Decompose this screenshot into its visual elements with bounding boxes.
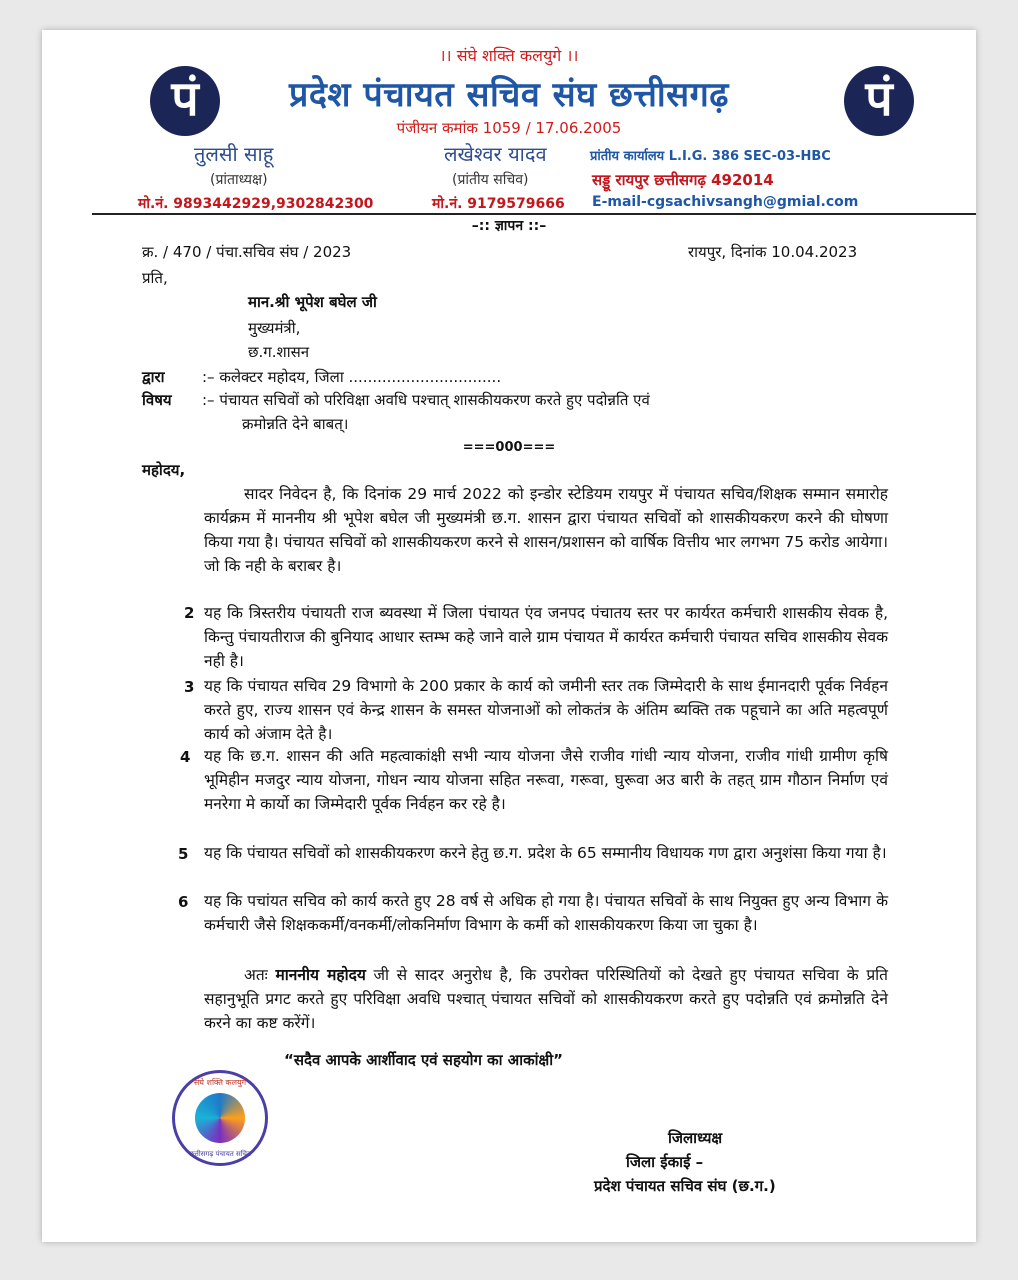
organization-name: प्रदेश पंचायत सचिव संघ छत्तीसगढ़ <box>289 75 729 115</box>
logo-letter: पं <box>865 71 893 127</box>
point-number: 3 <box>184 678 195 696</box>
organization-seal-icon <box>172 1070 268 1166</box>
signature-organization: प्रदेश पंचायत सचिव संघ (छ.ग.) <box>594 1177 776 1195</box>
via-text: :– कलेक्टर महोदय, जिला ................................ <box>202 368 502 386</box>
document-type: –:: ज्ञापन ::– <box>471 218 547 234</box>
intro-paragraph: सादर निवेदन है, कि दिनांक 29 मार्च 2022 को इन्डोर स्टेडियम रायपुर में पंचायत सचिव/शिक्षक सम्मान समारोह कार्यक्रम में माननीय श्री भूपेश बघेल जी मुख्यमंत्री छ.ग. शासन द्वारा पंचायत सचिवों को शासकीयकरण करने की घोषणा किया गया है। पंचायत सचिवों को शासकीयकरण करने से शासन/प्रशासन को वार्षिक वित्तीय भार लगभग 75 करोड आयेगा। जो कि नही के बराबर है। <box>204 485 888 575</box>
point-2-text: यह कि त्रिस्तरीय पंचायती राज ब्यवस्था में जिला पंचायत एंव जनपद पंचातय स्तर पर कार्यरत कर्मचारी शासकीय सेवक है, किन्तु पंचायतीराज की बुनियाद आधार स्तम्भ कहे जाने वाले ग्राम पंचायत में कार्यरत कर्मचारी पंचायत सचिव शासकीय सेवक नही है। <box>204 604 888 670</box>
closing-line: “सदैव आपके आर्शीवाद एवं सहयोग का आकांक्षी” <box>284 1051 564 1069</box>
office-city: सड्डू रायपुर छत्तीसगढ़ 492014 <box>592 171 774 189</box>
recipient-title: मुख्यमंत्री, <box>248 319 301 337</box>
section-divider: ===000=== <box>462 440 556 455</box>
secretary-name: लखेश्वर यादव <box>444 142 547 166</box>
recipient-government: छ.ग.शासन <box>248 343 310 361</box>
seal-bottom-text: छत्तीसगढ़ पंचायत सचिव <box>189 1150 251 1158</box>
request-text: जी से सादर अनुरोध है, कि उपरोक्त परिस्थितियों को देखते हुए पंचायत सचिवा के प्रति सहानुभूति प्रगट करते हुए परिविक्षा अवधि पश्चात् पंचायत सचिवों को शासकीयकरण करते हुए पदोन्नति एवं क्रमोन्नति देने करने का कष्ट करेंगें। <box>204 966 888 1032</box>
recipient-name: मान.श्री भूपेश बघेल जी <box>248 293 377 311</box>
seal-emblem <box>195 1093 245 1143</box>
via-label: द्वारा <box>142 368 165 386</box>
point-number: 4 <box>180 748 191 766</box>
subject-line-1: :– पंचायत सचिवों को परिविक्षा अवधि पश्चात् शासकीयकरण करते हुए पदोन्नति एवं <box>202 391 650 409</box>
registration-number: पंजीयन कमांक 1059 / 17.06.2005 <box>396 119 622 137</box>
letter-page <box>42 30 976 1242</box>
signature-designation: जिलाध्यक्ष <box>668 1129 723 1147</box>
reference-number: क्र. / 470 / पंचा.सचिव संघ / 2023 <box>142 243 352 261</box>
president-name: तुलसी साहू <box>194 142 274 166</box>
seal-top-text: संघे शक्ति कलयुगे <box>193 1078 247 1087</box>
subject-line-2: क्रमोन्नति देने बाबत्। <box>242 415 349 433</box>
point-4-text: यह कि छ.ग. शासन की अति महत्वाकांक्षी सभी न्याय योजना जैसे राजीव गांधी न्याय योजना, राजीव गांधी ग्रामीण कृषि भूमिहीन मजदुर न्याय योजना, गोधन न्याय योजना सहित नरूवा, गरूवा, घुरूवा अउ बारी के तहत् ग्राम गौठान निर्माण एवं मनरेगा मे कार्यो का जिम्मेदारी पूर्वक निर्वहन कर रहे है। <box>204 747 888 813</box>
motto: ।। संघे शक्ति कलयुगे ।। <box>439 46 579 65</box>
secretary-role: (प्रांतीय सचिव) <box>452 172 529 188</box>
secretary-mobile: मो.नं. 9179579666 <box>432 196 565 212</box>
letter-date: रायपुर, दिनांक 10.04.2023 <box>688 243 858 261</box>
signature-unit: जिला ईकाई – <box>626 1153 704 1171</box>
subject-label: विषय <box>142 391 172 409</box>
point-number: 5 <box>178 845 189 863</box>
point-number: 6 <box>178 893 189 911</box>
office-address: प्रांतीय कार्यालय L.I.G. 386 SEC-03-HBC <box>590 149 831 164</box>
salutation: महोदय, <box>142 461 186 479</box>
point-5-text: यह कि पंचायत सचिवों को शासकीयकरण करने हेतु छ.ग. प्रदेश के 65 सम्मानीय विधायक गण द्वारा अनुशंसा किया गया है। <box>204 844 887 862</box>
president-mobile: मो.नं. 9893442929,9302842300 <box>138 196 374 212</box>
request-addressee: माननीय महोदय <box>275 966 366 984</box>
request-prefix: अतः <box>244 966 268 984</box>
office-email: E-mail-cgsachivsangh@gmial.com <box>592 194 859 210</box>
point-number: 2 <box>184 604 195 622</box>
point-3-text: यह कि पंचायत सचिव 29 विभागो के 200 प्रकार के कार्य को जमीनी स्तर तक जिम्मेदारी के साथ ईमानदारी पूर्वक निर्वहन करते हुए, राज्य शासन एवं केन्द्र शासन के समस्त योजनाओं को लोकतंत्र के अंतिम ब्यक्ति तक पहूचाने का अति महत्वपूर्ण कार्य को अंजाम देते है। <box>204 677 889 743</box>
logo-letter: पं <box>171 71 199 127</box>
president-role: (प्रांताध्यक्ष) <box>210 172 268 188</box>
to-label: प्रति, <box>142 269 168 287</box>
request-paragraph <box>204 963 888 1035</box>
point-6-text: यह कि पचांयत सचिव को कार्य करते हुए 28 वर्ष से अधिक हो गया है। पंचायत सचिवों के साथ नियुक्त हुए अन्य विभाग के कर्मचारी जैसे शिक्षककर्मी/वनकर्मी/लोकनिर्माण विभाग के कर्मी को शासकीयकरण किया जा चुका है। <box>204 892 888 934</box>
header-divider <box>92 213 976 215</box>
